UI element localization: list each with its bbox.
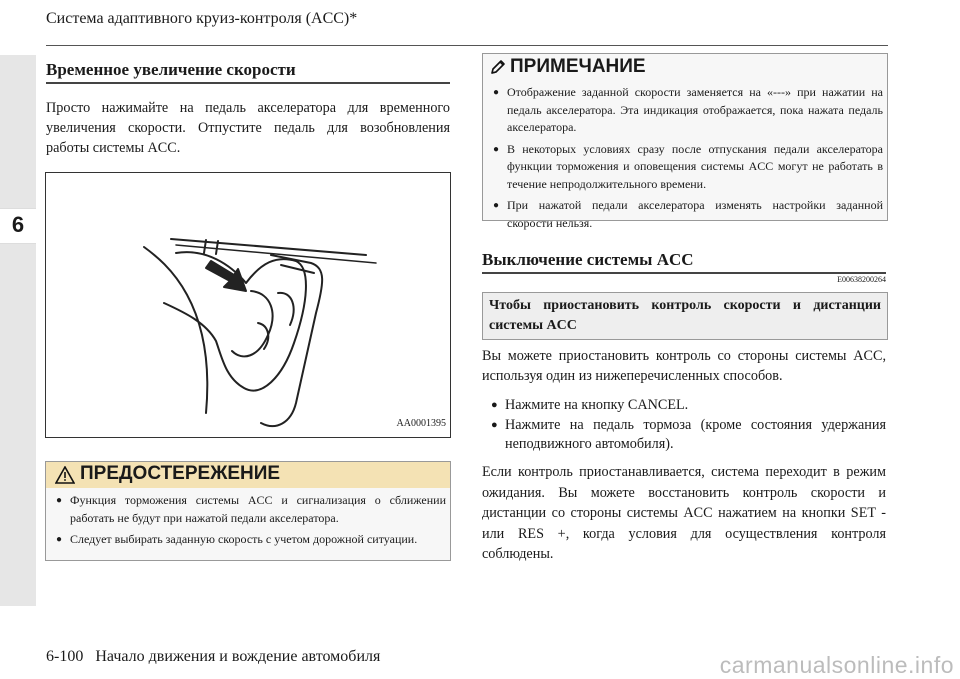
section-code: E00638200264 [837,275,886,284]
page-footer: 6-100 Начало движения и вождение автомобиля [46,648,381,665]
pedal-drawing [46,173,450,437]
suspend-methods-list [491,396,886,455]
chapter-number: 6 [11,212,25,237]
chapter-side-tab [0,55,36,606]
note-item: ● В некоторых условиях сразу после отпускания педали акселератора функции торможения и оповещения системы ACC могут не работать в течение непродолжительного времени. [493,141,883,194]
watermark: carmanualsonline.info [719,652,954,678]
caution-item: ● Функция торможения системы ACC и сигнализация о сближении работать не будут при нажатой педали акселератора. [56,492,446,527]
section-title-speed-increase: Временное увеличение скорости [46,60,296,79]
note-title: ПРИМЕЧАНИЕ [510,56,646,77]
figure-caption: AA0001395 [396,418,446,429]
caution-box [45,461,451,561]
section-rule [482,272,886,274]
subheading-text: Чтобы приостановить контроль скорости и дистанции системы ACC [489,298,881,333]
suspend-method-item: ● Нажмите на педаль тормоза (кроме состояния удержания неподвижного автомобиля). [491,416,886,455]
caution-list [56,492,446,553]
section-title-acc-off: Выключение системы ACC [482,250,694,269]
header-rule [46,45,888,46]
note-item: ● При нажатой педали акселератора изменять настройки заданной скорости нельзя. [493,197,883,232]
warning-triangle-icon [55,466,75,484]
section-rule [46,82,450,84]
suspend-method-item: ● Нажмите на кнопку CANCEL. [491,396,886,416]
caution-title: ПРЕДОСТЕРЕЖЕНИЕ [80,463,281,484]
note-box [482,53,888,230]
caution-item: ● Следует выбирать заданную скорость с учетом дорожной ситуации. [56,531,446,549]
page-header-title: Система адаптивного круиз-контроля (ACC)* [46,10,358,27]
note-pencil-icon [489,58,507,76]
note-item: ● Отображение заданной скорости заменяется на «---» при нажатии на педаль акселератора. Эта индикация отображается, пока нажата педаль акселератора. [493,84,883,137]
pedal-illustration [45,172,451,438]
note-list [493,84,883,236]
closing-paragraph: Если контроль приостанавливается, система переходит в режим ожидания. Вы можете восстановить контроль скорости и дистанции со стороны системы ACC нажатием на кнопки SET - или RES +, когда условия для осуществления контроля соблюдены. [482,464,886,562]
subheading-box [482,292,888,340]
caution-header [46,462,450,488]
note-header [483,54,887,80]
intro-paragraph: Вы можете приостановить контроль со стороны системы ACC, используя один из нижеперечисленных способов. [482,348,886,384]
speed-increase-paragraph: Просто нажимайте на педаль акселератора для временного увеличения скорости. Отпустите педаль для возобновления работы системы ACC. [46,100,450,156]
